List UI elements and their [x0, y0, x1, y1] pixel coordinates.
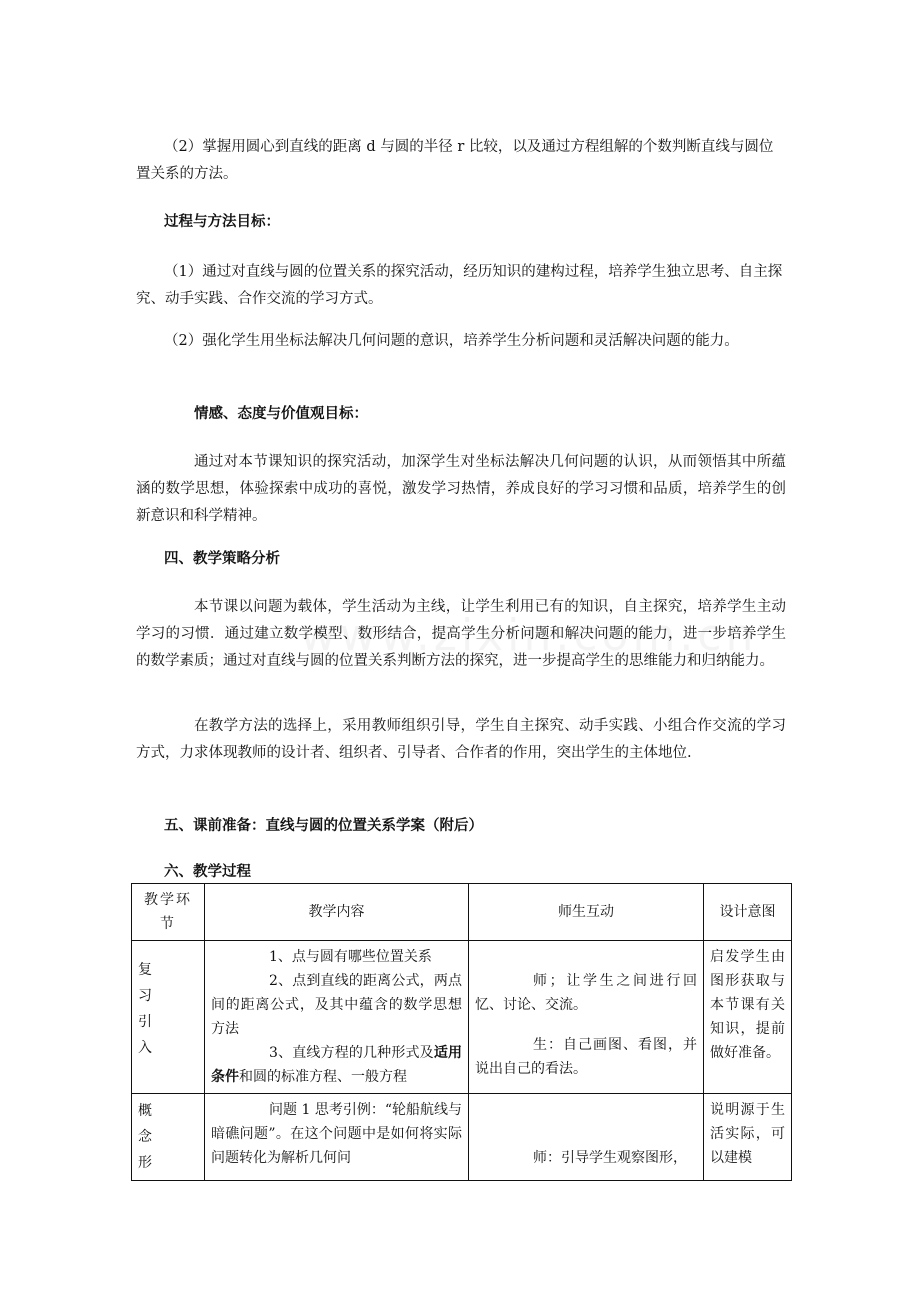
knowledge-objective-item2: （2）掌握用圆心到直线的距离 d 与圆的半径 r 比较，以及通过方程组解的个数判断直线与圆位置关系的方法。	[136, 139, 774, 182]
column-header-content: 教学内容	[205, 884, 469, 941]
content-cell-review: 1、点与圆有哪些位置关系 2、点到直线的距离公式，两点间的距离公式，及其中蕴含的数学思想方法 3、直线方程的几种形式及适用条件和圆的标准方程、一般方程	[205, 941, 469, 1094]
stage-cell-concept: 概 念 形	[132, 1094, 205, 1181]
process-section-heading: 六、教学过程	[164, 863, 251, 880]
table-header-row	[132, 884, 792, 941]
process-heading: 过程与方法目标：	[164, 213, 280, 230]
column-header-intent: 设计意图	[704, 884, 792, 941]
strategy-heading: 四、教学策略分析	[164, 550, 280, 567]
strategy-paragraph-2: 在教学方法的选择上，采用教师组织引导，学生自主探究、动手实践、小组合作交流的学习方式，力求体现教师的设计者、组织者、引导者、合作者的作用，突出学生的主体地位.	[136, 718, 786, 761]
emotion-heading: 情感、态度与价值观目标：	[194, 405, 368, 422]
content-cell-concept: 问题 1 思考引例：“轮船航线与暗礁问题”。在这个问题中是如何将实际问题转化为解析几何问	[205, 1094, 469, 1181]
teaching-process-table	[131, 883, 792, 1181]
interaction-cell-review: 师；让学生之间进行回忆、讨论、交流。 生：自己画图、看图，并说出自己的看法。	[469, 941, 704, 1094]
intent-cell-review: 启发学生由图形获取与本节课有关知识，提前做好准备。	[704, 941, 792, 1094]
table-row-concept	[132, 1094, 792, 1181]
process-objective-item2: （2）强化学生用坐标法解决几何问题的意识，培养学生分析问题和灵活解决问题的能力。	[164, 333, 739, 349]
process-objective-item1: （1）通过对直线与圆的位置关系的探究活动，经历知识的建构过程，培养学生独立思考、自主探究、动手实践、合作交流的学习方式。	[136, 264, 783, 307]
preparation-heading: 五、课前准备：直线与圆的位置关系学案（附后）	[164, 817, 483, 834]
emotion-objective-text: 通过对本节课知识的探究活动，加深学生对坐标法解决几何问题的认识，从而领悟其中所蕴涵的数学思想，体验探索中成功的喜悦，激发学习热情，养成良好的学习习惯和品质，培养学生的创新意识和科学精神。	[136, 454, 786, 524]
column-header-stage: 教学环节	[132, 884, 205, 941]
table-row-review	[132, 941, 792, 1094]
intent-cell-concept: 说明源于生活实际，可以建模	[704, 1094, 792, 1181]
content-item3: 3、直线方程的几种形式及适用条件和圆的标准方程、一般方程	[211, 1045, 462, 1085]
column-header-interaction: 师生互动	[469, 884, 704, 941]
strategy-paragraph-1: 本节课以问题为载体，学生活动为主线，让学生利用已有的知识，自主探究，培养学生主动学习的习惯．通过建立数学模型、数形结合，提高学生分析问题和解决问题的能力，进一步培养学生的数学素质；通过对直线与圆的位置关系判断方法的探究，进一步提高学生的思维能力和归纳能力。	[136, 599, 786, 669]
interaction-cell-concept: 师：引导学生观察图形，	[469, 1094, 704, 1181]
stage-cell-review: 复 习 引 入	[132, 941, 205, 1094]
